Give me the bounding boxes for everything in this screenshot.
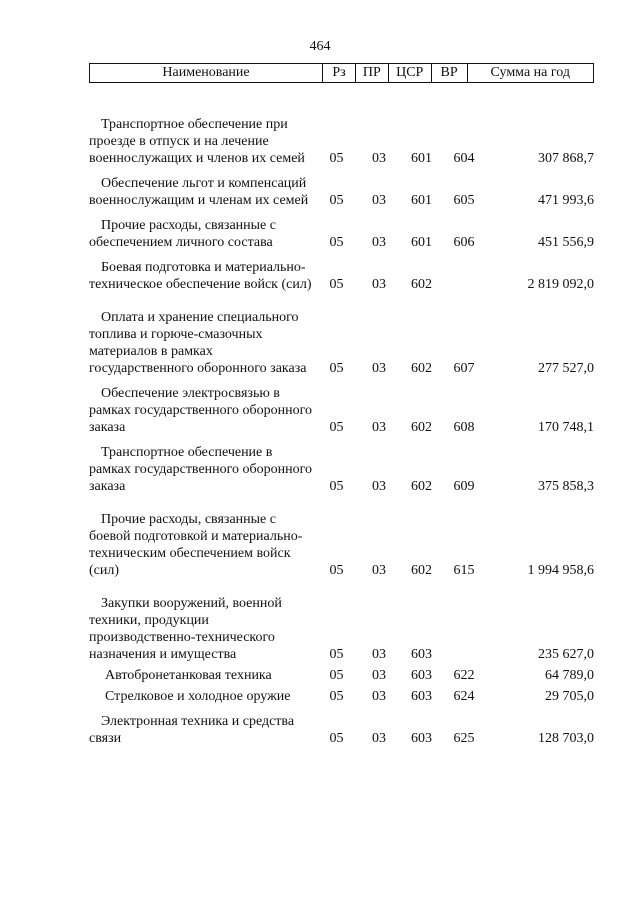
row-name: Транспортное обеспечение в рамках государственного оборонного заказа (89, 445, 313, 494)
row-rz: 05 (329, 277, 344, 292)
table-row (89, 444, 594, 495)
row-pr: 03 (372, 420, 386, 435)
row-name: Закупки вооружений, военной техники, продукции производственно-технического назначения и имущества (89, 596, 282, 662)
row-pr: 03 (372, 731, 386, 746)
row-csr: 602 (411, 479, 432, 494)
row-rz: 05 (329, 361, 344, 376)
row-sum: 451 556,9 (538, 235, 594, 250)
row-rz: 05 (329, 563, 344, 578)
table-row (89, 116, 594, 167)
row-rz: 05 (329, 420, 344, 435)
row-sum: 2 819 092,0 (527, 277, 594, 292)
row-csr: 602 (411, 420, 432, 435)
row-csr: 603 (411, 731, 432, 746)
row-rz: 05 (329, 479, 344, 494)
row-pr: 03 (372, 689, 386, 704)
row-sum: 277 527,0 (538, 361, 594, 376)
row-pr: 03 (372, 647, 386, 662)
row-csr: 602 (411, 361, 432, 376)
row-name: Боевая подготовка и материально-техническое обеспечение войск (сил) (89, 260, 312, 292)
row-sum: 128 703,0 (538, 731, 594, 746)
row-rz: 05 (329, 193, 344, 208)
row-name: Прочие расходы, связанные с боевой подготовкой и материально-техническим обеспечением войск (сил) (89, 512, 303, 578)
header-pr: ПР (356, 64, 389, 82)
row-pr: 03 (372, 235, 386, 250)
table-header (89, 63, 594, 83)
row-csr: 603 (411, 668, 432, 683)
row-name: Обеспечение льгот и компенсаций военнослужащим и членам их семей (89, 176, 309, 208)
row-vr: 605 (453, 193, 475, 208)
table-row (89, 511, 594, 579)
table-row (89, 259, 594, 293)
table-row (89, 667, 594, 684)
header-vr: ВР (432, 64, 468, 82)
row-name: Транспортное обеспечение при проезде в отпуск и на лечение военнослужащих и членов их семей (89, 117, 305, 166)
page-number: 464 (309, 39, 331, 54)
row-vr: 625 (453, 731, 475, 746)
row-vr: 606 (453, 235, 475, 250)
header-sum: Сумма на год (490, 65, 570, 80)
table-row (89, 385, 594, 436)
row-vr: 608 (453, 420, 475, 435)
row-pr: 03 (372, 479, 386, 494)
row-pr: 03 (372, 668, 386, 683)
row-name: Стрелковое и холодное оружие (105, 689, 291, 704)
row-rz: 05 (329, 647, 344, 662)
row-csr: 601 (411, 235, 432, 250)
table-row (89, 713, 594, 747)
row-sum: 1 994 958,6 (527, 563, 594, 578)
row-name: Прочие расходы, связанные с обеспечением личного состава (89, 218, 276, 250)
row-name: Электронная техника и средства связи (89, 714, 295, 746)
table-row (89, 595, 594, 663)
header-csr: ЦСР (389, 64, 432, 82)
row-csr: 603 (411, 689, 432, 704)
row-rz: 05 (329, 151, 344, 166)
row-sum: 29 705,0 (545, 689, 594, 704)
table-row (89, 217, 594, 251)
row-rz: 05 (329, 731, 344, 746)
row-pr: 03 (372, 151, 386, 166)
row-sum: 307 868,7 (538, 151, 594, 166)
row-csr: 602 (411, 277, 432, 292)
row-sum: 375 858,3 (538, 479, 594, 494)
row-pr: 03 (372, 277, 386, 292)
row-name: Обеспечение электросвязью в рамках государственного оборонного заказа (89, 386, 313, 435)
row-vr: 622 (453, 668, 475, 683)
row-sum: 170 748,1 (538, 420, 594, 435)
row-csr: 601 (411, 193, 432, 208)
header-rz: Рз (323, 64, 356, 82)
row-sum: 471 993,6 (538, 193, 594, 208)
row-sum: 64 789,0 (545, 668, 594, 683)
row-vr: 604 (453, 151, 475, 166)
row-csr: 601 (411, 151, 432, 166)
table-row (89, 688, 594, 705)
table-row (89, 175, 594, 209)
row-vr: 615 (453, 563, 475, 578)
row-pr: 03 (372, 193, 386, 208)
row-sum: 235 627,0 (538, 647, 594, 662)
row-name: Оплата и хранение специального топлива и горюче-смазочных материалов в рамках государственного оборонного заказа (89, 310, 307, 376)
row-rz: 05 (329, 689, 344, 704)
row-pr: 03 (372, 563, 386, 578)
row-vr: 607 (453, 361, 475, 376)
table-body (89, 116, 594, 747)
row-pr: 03 (372, 361, 386, 376)
row-name: Автобронетанковая техника (105, 668, 272, 683)
row-vr: 624 (453, 689, 475, 704)
row-vr: 609 (453, 479, 475, 494)
row-rz: 05 (329, 235, 344, 250)
row-csr: 603 (411, 647, 432, 662)
header-name: Наименование (90, 64, 323, 82)
row-csr: 602 (411, 563, 432, 578)
table-row (89, 309, 594, 377)
row-rz: 05 (329, 668, 344, 683)
